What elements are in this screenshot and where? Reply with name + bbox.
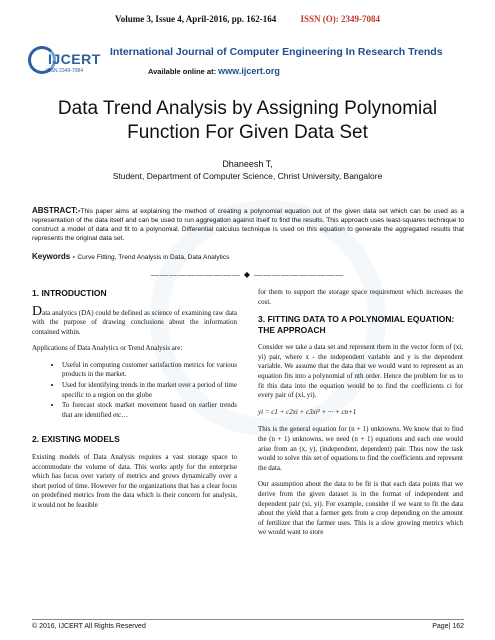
polynomial-equation: yi = c1 + c2xi + c3xi² + ··· + cn+1 bbox=[258, 407, 357, 416]
right-column bbox=[258, 288, 463, 545]
journal-url-link[interactable]: www.ijcert.org bbox=[218, 66, 280, 76]
existing-continuation: for them to support the storage space requirement which increases the cost. bbox=[258, 288, 463, 306]
keywords bbox=[32, 252, 464, 261]
list-item: • Useful in computing customer satisfaction metrics for various products in the market. bbox=[62, 361, 237, 380]
paper-affiliation: Student, Department of Computer Science, Christ University, Bangalore bbox=[112, 171, 383, 181]
volume-line bbox=[0, 14, 495, 24]
paper-title: Data Trend Analysis by Assigning Polynomial Function For Given Data Set bbox=[57, 98, 438, 143]
available-online bbox=[148, 66, 280, 76]
footer-copyright: © 2016, IJCERT All Rights Reserved bbox=[32, 623, 146, 630]
page-footer bbox=[32, 619, 464, 630]
intro-paragraph-2: Applications of Data Analytics or Trend Analysis are: bbox=[32, 344, 183, 353]
list-item: • To forecast stock market movement based on earlier trends that are identified etc… bbox=[62, 401, 237, 420]
volume-text: Volume 3, Issue 4, April-2016, pp. 162-164 bbox=[115, 14, 277, 24]
abstract-label: ABSTRACT:- bbox=[32, 206, 81, 215]
fitting-paragraph-3: Our assumption about the data to be fit is that each data points that we derive from the given dataset is in the format of independent and dependent pair (xi, yi). For example, consider if we want to fit the data about the yield that a farmer gets from a crop depending on the amount of fertilizer that the farmer uses. This is a slow growing metrics which we would want to store bbox=[258, 480, 463, 537]
left-column bbox=[32, 288, 237, 518]
intro-paragraph-1 bbox=[32, 303, 237, 338]
fitting-paragraph-2: This is the general equation for (n + 1) unknowns. We know that to find the (n + 1) unknowns, we need (n + 1) equations and each one would arise from an (x, y), (independent, dependent) pair. Thus now the task would to solve this set of equations to find the coefficients and represent the data. bbox=[258, 425, 463, 472]
section-divider: —————————— ◆ —————————— bbox=[150, 270, 345, 279]
paper-author: Dhaneesh T, bbox=[222, 159, 273, 169]
intro-heading: 1. INTRODUCTION bbox=[32, 288, 107, 298]
logo-tagline: ISSN 2349-7084 bbox=[46, 68, 83, 74]
abstract-text: This paper aims at explaining the method of creating a polynomial equation out of the given data set which can be used as a representation of the data itself and can be used to run aggregation against itself to find the results. This approach uses least-squares technique to construct a model of data and fit to a polynomial. Differential calculus technique is used on this equation to generate the aggregated results that represents the original data set. bbox=[32, 208, 464, 242]
abstract bbox=[32, 206, 464, 243]
issn-text: ISSN (O): 2349-7084 bbox=[300, 14, 380, 24]
journal-logo bbox=[28, 46, 106, 76]
intro-bullet-list bbox=[32, 361, 237, 421]
keywords-text: Curve Fitting, Trend Analysis in Data, Data Analytics bbox=[77, 254, 230, 261]
list-item: • Used for identifying trends in the market over a period of time specific to a region on the globe bbox=[62, 381, 237, 400]
fitting-heading: 3. FITTING DATA TO A POLYNOMIAL EQUATION: THE APPROACH bbox=[258, 314, 455, 335]
keywords-label: Keywords - bbox=[32, 252, 78, 261]
intro-dropcap: D bbox=[32, 303, 43, 319]
fitting-paragraph-1: Consider we take a data set and represent them in the vector form of (xi, yi) pair, where x - the independent variable and y is the dependent variable. We assume that the data that we would want to represent as an equation fits into a polynomial of nth order. Hence the problem for us to fit this data into the equation would be to find the coefficients ci for every pair of (xi, yi). bbox=[258, 343, 463, 400]
footer-page-number: Page| 162 bbox=[432, 623, 464, 630]
intro-p1-text: ata analytics (DA) could be defined as science of examining raw data with the purpose of drawing conclusions about the information contained within. bbox=[32, 308, 237, 336]
existing-heading: 2. EXISTING MODELS bbox=[32, 434, 120, 445]
available-prefix: Available online at: bbox=[148, 67, 219, 76]
logo-text: IJCERT bbox=[48, 51, 101, 67]
journal-name: International Journal of Computer Engineering In Research Trends bbox=[110, 46, 443, 58]
existing-paragraph-1: Existing models of Data Analysis requires a vast storage space to accommodate the volume of data. This works aptly for the enterprise which has focus over variety of metrics and grows dynamically over a short period of time. However for the organizations that has a clear focus on predefined metrics from the data which is their concern for analysis, it would not be feasible bbox=[32, 452, 237, 509]
